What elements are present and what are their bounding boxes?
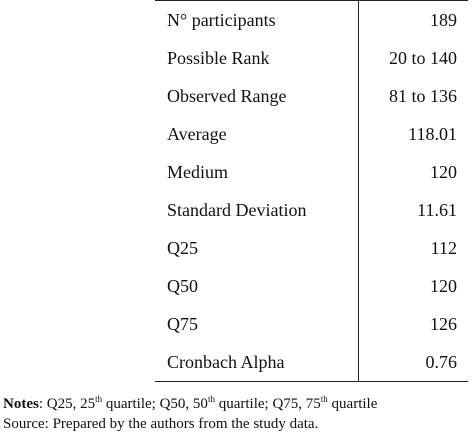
row-value: 112 (430, 237, 457, 258)
table-row (155, 1, 468, 40)
table-row (155, 305, 468, 343)
notes-q25-tail: quartile; (102, 396, 160, 412)
table-row (155, 267, 468, 305)
row-label: Medium (155, 153, 358, 191)
table-row (155, 229, 468, 267)
notes-q75: Q75, 75 (272, 396, 321, 412)
notes-heading: Notes (3, 396, 39, 412)
notes-q25-superscript: th (95, 394, 103, 404)
row-value: 20 to 140 (388, 47, 457, 68)
row-label: Q75 (155, 305, 358, 343)
row-value: 0.76 (425, 351, 457, 372)
statistics-table (155, 0, 468, 382)
row-value: 120 (430, 161, 457, 182)
row-value: 120 (430, 275, 457, 296)
notes-q50: Q50, 50 (159, 396, 208, 412)
table-row (155, 77, 468, 115)
table-notes (3, 394, 377, 434)
row-value: 118.01 (408, 123, 457, 144)
table-row (155, 115, 468, 153)
statistics-table-body (155, 1, 468, 382)
notes-q50-tail: quartile; (214, 396, 273, 412)
row-value: 81 to 136 (388, 85, 457, 106)
notes-q25: Q25, 25 (46, 396, 96, 412)
notes-line (3, 394, 377, 414)
row-value: 189 (430, 9, 457, 30)
row-label: Q25 (155, 229, 358, 267)
notes-q50-superscript: th (207, 394, 215, 404)
row-label: Observed Range (155, 77, 358, 115)
row-label: Q50 (155, 267, 358, 305)
table-row (155, 153, 468, 191)
row-label: Cronbach Alpha (155, 343, 358, 382)
row-label: Possible Rank (155, 39, 358, 77)
row-label: Average (155, 115, 358, 153)
table-row (155, 39, 468, 77)
table-row (155, 191, 468, 229)
row-label: Standard Deviation (155, 191, 358, 229)
table-row (155, 343, 468, 382)
notes-separator: : (38, 396, 47, 412)
row-value: 11.61 (417, 199, 457, 220)
notes-q75-superscript: th (320, 394, 328, 404)
row-value: 126 (430, 313, 457, 334)
row-label: N° participants (155, 1, 358, 40)
source-line: Source: Prepared by the authors from the study data. (3, 416, 319, 432)
notes-q75-tail: quartile (327, 396, 378, 412)
